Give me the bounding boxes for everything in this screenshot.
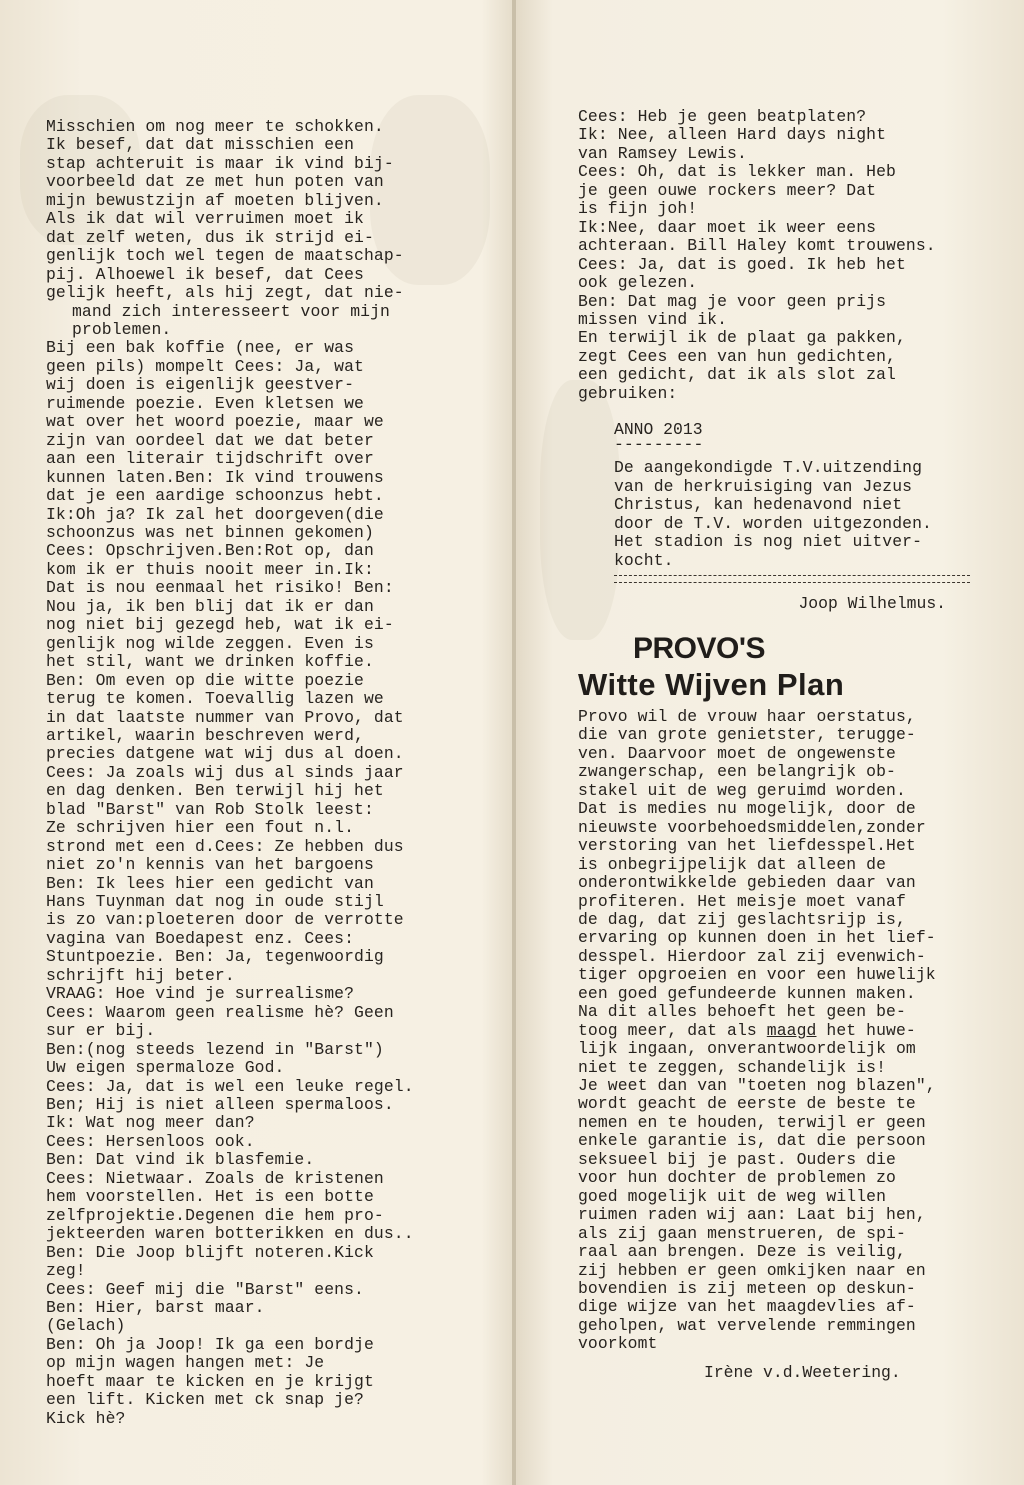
- text-line: kom ik er thuis nooit meer in.Ik:: [46, 559, 374, 579]
- dialogue-line: gebruiken:: [578, 383, 678, 403]
- text-line: Cees: Ja, dat is wel een leuke regel.: [46, 1076, 414, 1096]
- text-line: jekteerden waren botterikken en dus..: [46, 1224, 414, 1244]
- text-line: Cees: Geef mij die "Barst" eens.: [46, 1279, 364, 1299]
- article-line: voor hun dochter de problemen zo: [578, 1168, 896, 1188]
- article-line-suffix: het huwe-: [816, 1020, 916, 1040]
- article-line: seksueel bij je past. Ouders die: [578, 1149, 896, 1169]
- dialogue-line: ook gelezen.: [578, 273, 698, 293]
- article-line: tiger opgroeien en voor een huwelijk: [578, 965, 936, 985]
- text-line: Cees: Nietwaar. Zoals de kristenen: [46, 1168, 384, 1188]
- text-line: Ben: Hier, barst maar.: [46, 1298, 265, 1317]
- text-line: is zo van:ploeteren door de verrotte: [46, 910, 404, 930]
- poem-lines: [614, 459, 998, 570]
- text-line: wij doen is eigenlijk geestver-: [46, 375, 355, 395]
- dialogue-line: van Ramsey Lewis.: [578, 143, 747, 163]
- text-line: ruimende poezie. Even kletsen we: [46, 393, 364, 413]
- text-line: Ben; Hij is niet alleen spermaloos.: [46, 1095, 394, 1115]
- article-line: dige wijze van het maagdevlies af-: [578, 1297, 916, 1317]
- text-line: schoonzus was net binnen gekomen): [46, 522, 374, 542]
- article-line: zwangerschap, een belangrijk ob-: [578, 762, 896, 782]
- text-line: geen pils) mompelt Cees: Ja, wat: [46, 356, 364, 376]
- article-line: niet te zeggen, schandelijk is!: [578, 1057, 887, 1077]
- poem-line: van de herkruisiging van Jezus: [614, 476, 913, 496]
- article-line: raal aan brengen. Deze is veilig,: [578, 1242, 906, 1262]
- text-line: vagina van Boedapest enz. Cees:: [46, 928, 355, 948]
- text-line: Nou ja, ik ben blij dat ik er dan: [46, 596, 374, 616]
- text-line: genlijk nog wilde zeggen. Even is: [46, 633, 374, 653]
- text-line: VRAAG: Hoe vind je surrealisme?: [46, 984, 355, 1004]
- text-line: artikel, waarin beschreven werd,: [46, 725, 364, 745]
- right-page: [578, 108, 998, 1382]
- double-rule-divider: [614, 575, 970, 583]
- text-line: Hans Tuynman dat nog in oude stijl: [46, 892, 384, 912]
- dialogue-line: je geen ouwe rockers meer? Dat: [578, 180, 877, 200]
- page-fold: [512, 0, 516, 1485]
- poem-line: De aangekondigde T.V.uitzending: [614, 458, 923, 478]
- poem-title: ANNO 2013: [614, 420, 703, 440]
- text-line: dat zelf weten, dus ik strijd ei-: [46, 227, 374, 247]
- article-heading-witte-wijven-plan: Witte Wijven Plan: [578, 666, 845, 702]
- article-line: ven. Daarvoor moet de ongewenste: [578, 743, 896, 763]
- text-line: pij. Alhoewel ik besef, dat Cees: [46, 264, 364, 284]
- dialogue-line: een gedicht, dat ik als slot zal: [578, 365, 896, 385]
- poem: [614, 421, 998, 570]
- text-line: Ik:Oh ja? Ik zal het doorgeven(die: [46, 504, 384, 524]
- text-line: Ben: Oh ja Joop! Ik ga een bordje: [46, 1334, 374, 1354]
- article-line: Je weet dan van "toeten nog blazen",: [578, 1076, 936, 1096]
- text-line: Ben: Die Joop blijft noteren.Kick: [46, 1242, 374, 1262]
- article-line-prefix: toog meer, dat als: [578, 1020, 767, 1040]
- text-line: problemen.: [72, 319, 172, 339]
- text-line: zijn van oordeel dat we dat beter: [46, 430, 374, 450]
- article-line: enkele garantie is, dat die persoon: [578, 1131, 926, 1151]
- text-line: Bij een bak koffie (nee, er was: [46, 338, 355, 358]
- article-line: goed mogelijk uit de weg willen: [578, 1186, 887, 1206]
- text-line: hoeft maar te kicken en je krijgt: [46, 1371, 374, 1391]
- article-line: een goed gefundeerde kunnen maken.: [578, 983, 916, 1003]
- text-line: Stuntpoezie. Ben: Ja, tegenwoordig: [46, 947, 384, 967]
- article-line: geholpen, wat vervelende remmingen: [578, 1315, 916, 1335]
- text-line: zelfprojektie.Degenen die hem pro-: [46, 1205, 384, 1225]
- dialogue-line: is fijn joh!: [578, 199, 698, 219]
- text-line: hem voorstellen. Het is een botte: [46, 1187, 374, 1207]
- dialogue-line: En terwijl ik de plaat ga pakken,: [578, 328, 906, 348]
- text-line: kunnen laten.Ben: Ik vind trouwens: [46, 467, 384, 487]
- text-line: sur er bij.: [46, 1021, 156, 1041]
- text-line: mijn bewustzijn af moeten blijven.: [46, 190, 384, 210]
- author-signature-2: Irène v.d.Weetering.: [704, 1362, 901, 1382]
- text-line: Ik besef, dat dat misschien een: [46, 135, 355, 155]
- article-line: desspel. Hierdoor zal zij evenwich-: [578, 946, 926, 966]
- article-line: bovendien is zij meteen op deskun-: [578, 1279, 916, 1299]
- dialogue-line: Cees: Ja, dat is goed. Ik heb het: [578, 254, 906, 274]
- article-text-2: [578, 1040, 998, 1354]
- text-line: stap achteruit is maar ik vind bij-: [46, 153, 394, 173]
- dialogue-line: Ik:Nee, daar moet ik weer eens: [578, 217, 877, 237]
- text-line: mand zich interesseert voor mijn: [72, 301, 390, 321]
- dialogue-line: missen vind ik.: [578, 309, 728, 329]
- text-line: een lift. Kicken met ck snap je?: [46, 1390, 364, 1410]
- article-body: [578, 708, 998, 1354]
- text-line: Kick hè?: [46, 1408, 126, 1428]
- article-line: wordt geacht de eerste de beste te: [578, 1094, 916, 1114]
- article-text-1: [578, 708, 998, 1022]
- article-line: voorkomt: [578, 1334, 658, 1354]
- text-line: voorbeeld dat ze met hun poten van: [46, 172, 384, 192]
- article-line: lijk ingaan, onverantwoordelijk om: [578, 1039, 916, 1059]
- article-line: die van grote genietster, terugge-: [578, 725, 916, 745]
- article-line: stakel uit de weg geruimd worden.: [578, 780, 906, 800]
- text-line: Ben: Om even op die witte poezie: [46, 670, 364, 690]
- poem-title-underline: ---------: [614, 435, 704, 455]
- text-line: Cees: Opschrijven.Ben:Rot op, dan: [46, 541, 374, 561]
- dialogue-line: Ik: Nee, alleen Hard days night: [578, 125, 887, 145]
- article-line-maagd: [578, 1022, 998, 1040]
- text-line: precies datgene wat wij dus al doen.: [46, 744, 404, 764]
- poem-line: Het stadion is nog niet uitver-: [614, 532, 923, 552]
- text-line: terug te komen. Toevallig lazen we: [46, 689, 384, 709]
- poem-line: Christus, kan hedenavond niet: [614, 495, 903, 515]
- text-line: Uw eigen spermaloze God.: [46, 1058, 285, 1078]
- text-line: blad "Barst" van Rob Stolk leest:: [46, 799, 374, 819]
- dialogue-block: [578, 108, 998, 403]
- dialogue-line: Cees: Heb je geen beatplaten?: [578, 107, 867, 126]
- text-line: Ze schrijven hier een fout n.l.: [46, 818, 355, 838]
- left-text-block-1: [46, 118, 466, 303]
- left-text-block-2: [46, 339, 466, 1428]
- dialogue-line: achteraan. Bill Haley komt trouwens.: [578, 236, 936, 256]
- article-line: profiteren. Het meisje moet vanaf: [578, 891, 906, 911]
- article-line: zij hebben er geen omkijken naar en: [578, 1260, 926, 1280]
- article-line: Dat is medies nu mogelijk, door de: [578, 799, 916, 819]
- text-line: strond met een d.Cees: Ze hebben dus: [46, 836, 404, 856]
- article-line: verstoring van het liefdesspel.Het: [578, 836, 916, 856]
- article-heading-provos: PROVO'S: [633, 631, 765, 665]
- article-line: nieuwste voorbehoedsmiddelen,zonder: [578, 817, 926, 837]
- text-line: op mijn wagen hangen met: Je: [46, 1353, 325, 1373]
- article-line: is onbegrijpelijk dat alleen de: [578, 854, 887, 874]
- text-line: nog niet bij gezegd heb, wat ik ei-: [46, 615, 394, 635]
- text-line: aan een literair tijdschrift over: [46, 449, 374, 469]
- text-line: Cees: Ja zoals wij dus al sinds jaar: [46, 762, 404, 782]
- text-line: niet zo'n kennis van het bargoens: [46, 855, 374, 875]
- article-line: ruimen raden wij aan: Laat bij hen,: [578, 1205, 926, 1225]
- text-line: zeg!: [46, 1261, 86, 1281]
- text-line: Ben: Ik lees hier een gedicht van: [46, 873, 374, 893]
- poem-line: kocht.: [614, 550, 674, 570]
- text-line: Cees: Hersenloos ook.: [46, 1131, 255, 1151]
- article-line: Na dit alles behoeft het geen be-: [578, 1002, 906, 1022]
- article-line: de dag, dat zij geslachtsrijp is,: [578, 909, 906, 929]
- text-line: (Gelach): [46, 1316, 126, 1336]
- text-line: Als ik dat wil verruimen moet ik: [46, 209, 364, 229]
- dialogue-line: Ben: Dat mag je voor geen prijs: [578, 291, 887, 311]
- poem-line: door de T.V. worden uitgezonden.: [614, 513, 932, 533]
- text-line: en dag denken. Ben terwijl hij het: [46, 781, 384, 801]
- text-line: Ik: Wat nog meer dan?: [46, 1113, 255, 1133]
- author-signature-1: Joop Wilhelmus.: [798, 593, 946, 613]
- text-line: het stil, want we drinken koffie.: [46, 652, 374, 672]
- text-line: in dat laatste nummer van Provo, dat: [46, 707, 404, 727]
- article-line: Provo wil de vrouw haar oerstatus,: [578, 706, 916, 726]
- text-line: schrijft hij beter.: [46, 965, 235, 985]
- article-line: onderontwikkelde gebieden daar van: [578, 873, 916, 893]
- article-line: ervaring op kunnen doen in het lief-: [578, 928, 936, 948]
- text-line: dat je een aardige schoonzus hebt.: [46, 486, 384, 506]
- text-line: gelijk heeft, als hij zegt, dat nie-: [46, 283, 404, 303]
- text-line: Ben: Dat vind ik blasfemie.: [46, 1150, 315, 1170]
- text-line: Ben:(nog steeds lezend in "Barst"): [46, 1039, 384, 1059]
- dialogue-line: Cees: Oh, dat is lekker man. Heb: [578, 162, 896, 182]
- text-line: wat over het woord poezie, maar we: [46, 412, 384, 432]
- text-line: Dat is nou eenmaal het risiko! Ben:: [46, 578, 394, 598]
- dialogue-line: zegt Cees een van hun gedichten,: [578, 346, 896, 366]
- article-line: nemen en te houden, terwijl er geen: [578, 1112, 926, 1132]
- underlined-word: maagd: [766, 1020, 817, 1040]
- article-line: als zij gaan menstrueren, de spi-: [578, 1223, 906, 1243]
- left-page: [46, 118, 466, 1428]
- left-text-indented: [46, 303, 466, 340]
- text-line: Misschien om nog meer te schokken.: [46, 117, 384, 136]
- text-line: genlijk toch wel tegen de maatschap-: [46, 246, 404, 266]
- text-line: Cees: Waarom geen realisme hè? Geen: [46, 1002, 394, 1022]
